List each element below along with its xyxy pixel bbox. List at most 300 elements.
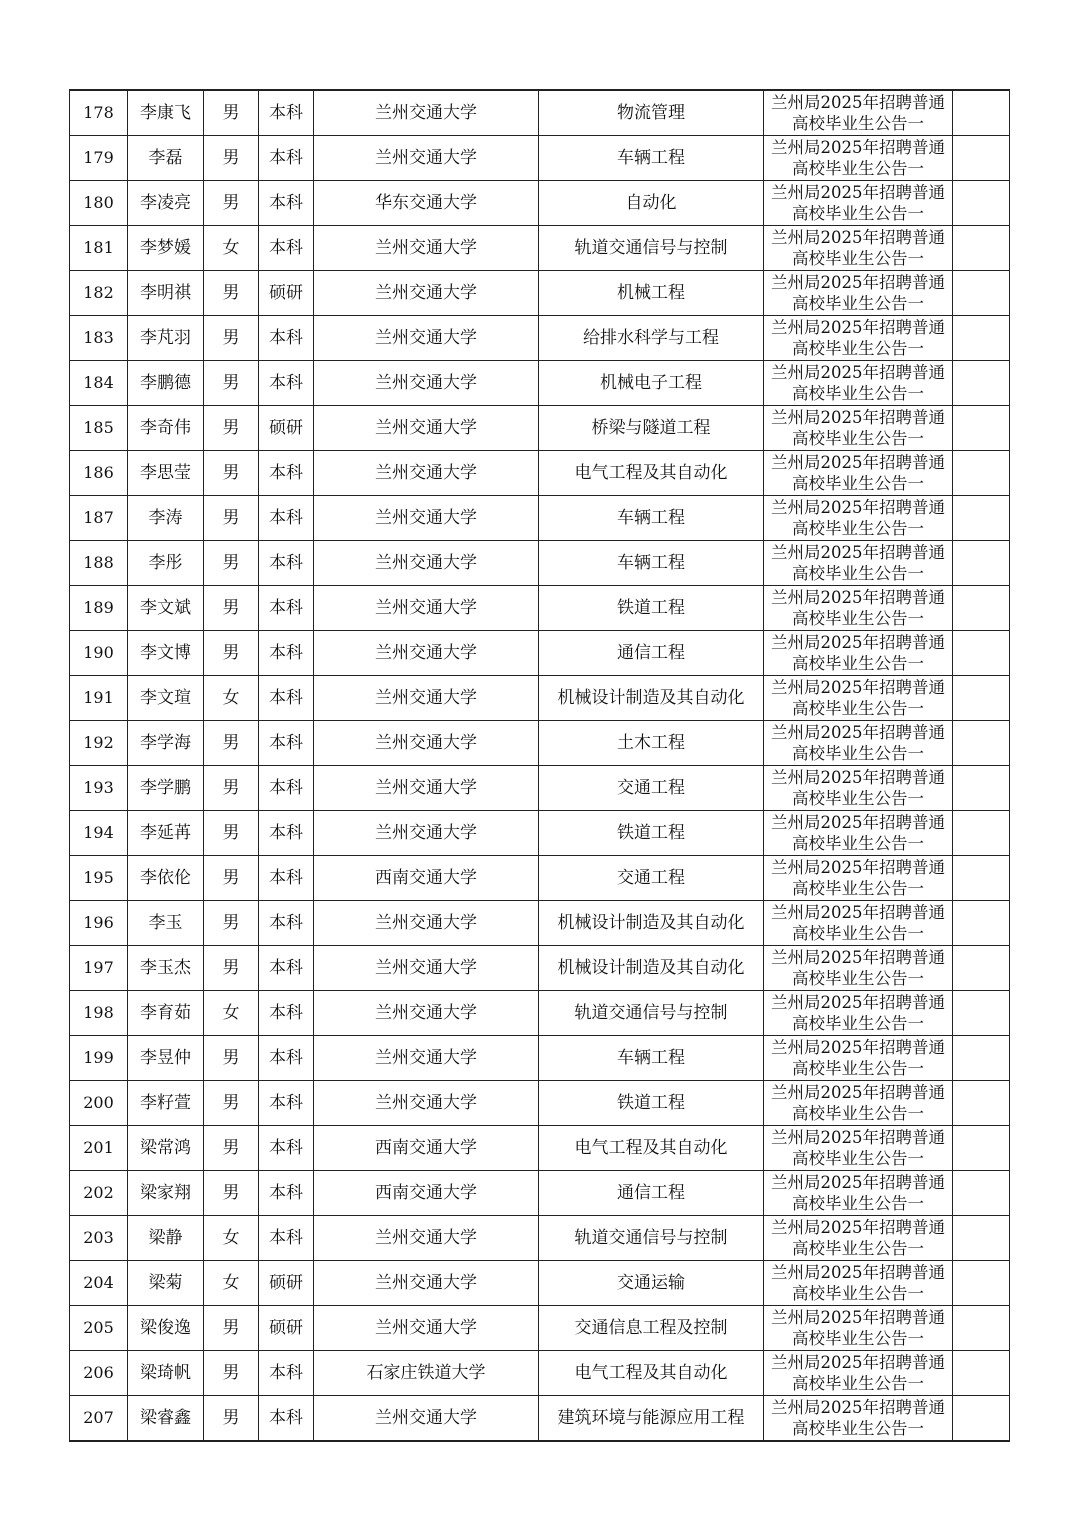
major-cell: 车辆工程 bbox=[539, 136, 764, 181]
row-number: 206 bbox=[70, 1351, 128, 1396]
announcement-line-2: 高校毕业生公告一 bbox=[792, 924, 924, 943]
announcement-line-1: 兰州局2025年招聘普通 bbox=[771, 633, 945, 652]
row-number: 202 bbox=[70, 1171, 128, 1216]
table-row bbox=[70, 1216, 1010, 1261]
school-cell: 兰州交通大学 bbox=[314, 90, 539, 136]
announcement-line-2: 高校毕业生公告一 bbox=[792, 1059, 924, 1078]
remarks-cell bbox=[953, 586, 1010, 631]
announcement-line-1: 兰州局2025年招聘普通 bbox=[771, 498, 945, 517]
announcement-cell bbox=[764, 1396, 953, 1442]
announcement-cell bbox=[764, 1171, 953, 1216]
major-cell: 铁道工程 bbox=[539, 586, 764, 631]
major-cell: 车辆工程 bbox=[539, 541, 764, 586]
row-number: 180 bbox=[70, 181, 128, 226]
degree-cell: 本科 bbox=[259, 811, 314, 856]
major-cell: 桥梁与隧道工程 bbox=[539, 406, 764, 451]
major-cell: 机械设计制造及其自动化 bbox=[539, 901, 764, 946]
announcement-cell bbox=[764, 271, 953, 316]
announcement-line-2: 高校毕业生公告一 bbox=[792, 519, 924, 538]
degree-cell: 本科 bbox=[259, 1216, 314, 1261]
row-number: 194 bbox=[70, 811, 128, 856]
remarks-cell bbox=[953, 361, 1010, 406]
announcement-cell bbox=[764, 541, 953, 586]
announcement-line-2: 高校毕业生公告一 bbox=[792, 834, 924, 853]
person-name: 李磊 bbox=[128, 136, 204, 181]
person-name: 李凌亮 bbox=[128, 181, 204, 226]
remarks-cell bbox=[953, 1126, 1010, 1171]
announcement-line-2: 高校毕业生公告一 bbox=[792, 699, 924, 718]
announcement-cell bbox=[764, 451, 953, 496]
table-row bbox=[70, 361, 1010, 406]
announcement-cell bbox=[764, 406, 953, 451]
remarks-cell bbox=[953, 901, 1010, 946]
table-row bbox=[70, 1396, 1010, 1442]
announcement-cell bbox=[764, 766, 953, 811]
gender-cell: 女 bbox=[204, 1261, 259, 1306]
gender-cell: 男 bbox=[204, 1171, 259, 1216]
major-cell: 机械工程 bbox=[539, 271, 764, 316]
person-name: 梁常鸿 bbox=[128, 1126, 204, 1171]
announcement-cell bbox=[764, 181, 953, 226]
row-number: 192 bbox=[70, 721, 128, 766]
remarks-cell bbox=[953, 271, 1010, 316]
announcement-cell bbox=[764, 856, 953, 901]
remarks-cell bbox=[953, 316, 1010, 361]
degree-cell: 硕研 bbox=[259, 1306, 314, 1351]
table-row bbox=[70, 1126, 1010, 1171]
school-cell: 兰州交通大学 bbox=[314, 1261, 539, 1306]
school-cell: 兰州交通大学 bbox=[314, 451, 539, 496]
remarks-cell bbox=[953, 406, 1010, 451]
row-number: 178 bbox=[70, 90, 128, 136]
person-name: 李学鹏 bbox=[128, 766, 204, 811]
row-number: 187 bbox=[70, 496, 128, 541]
announcement-line-1: 兰州局2025年招聘普通 bbox=[771, 1398, 945, 1417]
announcement-line-2: 高校毕业生公告一 bbox=[792, 249, 924, 268]
announcement-line-2: 高校毕业生公告一 bbox=[792, 1419, 924, 1438]
table-row bbox=[70, 271, 1010, 316]
row-number: 188 bbox=[70, 541, 128, 586]
announcement-line-2: 高校毕业生公告一 bbox=[792, 1239, 924, 1258]
school-cell: 兰州交通大学 bbox=[314, 496, 539, 541]
degree-cell: 本科 bbox=[259, 991, 314, 1036]
remarks-cell bbox=[953, 676, 1010, 721]
announcement-cell bbox=[764, 1306, 953, 1351]
person-name: 梁家翔 bbox=[128, 1171, 204, 1216]
major-cell: 车辆工程 bbox=[539, 496, 764, 541]
announcement-line-1: 兰州局2025年招聘普通 bbox=[771, 363, 945, 382]
announcement-cell bbox=[764, 361, 953, 406]
remarks-cell bbox=[953, 631, 1010, 676]
person-name: 李依伦 bbox=[128, 856, 204, 901]
row-number: 207 bbox=[70, 1396, 128, 1442]
school-cell: 兰州交通大学 bbox=[314, 541, 539, 586]
degree-cell: 本科 bbox=[259, 316, 314, 361]
announcement-line-1: 兰州局2025年招聘普通 bbox=[771, 723, 945, 742]
gender-cell: 男 bbox=[204, 721, 259, 766]
degree-cell: 本科 bbox=[259, 136, 314, 181]
announcement-line-1: 兰州局2025年招聘普通 bbox=[771, 228, 945, 247]
remarks-cell bbox=[953, 451, 1010, 496]
major-cell: 车辆工程 bbox=[539, 1036, 764, 1081]
gender-cell: 男 bbox=[204, 90, 259, 136]
major-cell: 自动化 bbox=[539, 181, 764, 226]
degree-cell: 本科 bbox=[259, 1126, 314, 1171]
gender-cell: 男 bbox=[204, 901, 259, 946]
announcement-line-1: 兰州局2025年招聘普通 bbox=[771, 1038, 945, 1057]
announcement-cell bbox=[764, 1216, 953, 1261]
person-name: 梁菊 bbox=[128, 1261, 204, 1306]
degree-cell: 本科 bbox=[259, 451, 314, 496]
person-name: 李彤 bbox=[128, 541, 204, 586]
table-row bbox=[70, 901, 1010, 946]
announcement-cell bbox=[764, 946, 953, 991]
remarks-cell bbox=[953, 1036, 1010, 1081]
table-row bbox=[70, 1036, 1010, 1081]
major-cell: 交通工程 bbox=[539, 856, 764, 901]
school-cell: 华东交通大学 bbox=[314, 181, 539, 226]
remarks-cell bbox=[953, 136, 1010, 181]
school-cell: 兰州交通大学 bbox=[314, 631, 539, 676]
person-name: 李延苒 bbox=[128, 811, 204, 856]
remarks-cell bbox=[953, 226, 1010, 271]
row-number: 196 bbox=[70, 901, 128, 946]
degree-cell: 本科 bbox=[259, 676, 314, 721]
announcement-line-1: 兰州局2025年招聘普通 bbox=[771, 408, 945, 427]
person-name: 梁睿鑫 bbox=[128, 1396, 204, 1442]
school-cell: 兰州交通大学 bbox=[314, 811, 539, 856]
row-number: 198 bbox=[70, 991, 128, 1036]
school-cell: 兰州交通大学 bbox=[314, 136, 539, 181]
major-cell: 机械电子工程 bbox=[539, 361, 764, 406]
table-row bbox=[70, 1306, 1010, 1351]
table-row bbox=[70, 631, 1010, 676]
remarks-cell bbox=[953, 181, 1010, 226]
school-cell: 兰州交通大学 bbox=[314, 676, 539, 721]
row-number: 179 bbox=[70, 136, 128, 181]
school-cell: 西南交通大学 bbox=[314, 1126, 539, 1171]
remarks-cell bbox=[953, 946, 1010, 991]
row-number: 200 bbox=[70, 1081, 128, 1126]
announcement-line-2: 高校毕业生公告一 bbox=[792, 654, 924, 673]
announcement-line-2: 高校毕业生公告一 bbox=[792, 609, 924, 628]
announcement-line-2: 高校毕业生公告一 bbox=[792, 1149, 924, 1168]
person-name: 梁静 bbox=[128, 1216, 204, 1261]
announcement-line-2: 高校毕业生公告一 bbox=[792, 339, 924, 358]
remarks-cell bbox=[953, 1396, 1010, 1442]
row-number: 191 bbox=[70, 676, 128, 721]
gender-cell: 女 bbox=[204, 991, 259, 1036]
school-cell: 兰州交通大学 bbox=[314, 1036, 539, 1081]
degree-cell: 本科 bbox=[259, 226, 314, 271]
gender-cell: 男 bbox=[204, 271, 259, 316]
major-cell: 电气工程及其自动化 bbox=[539, 451, 764, 496]
person-name: 梁俊逸 bbox=[128, 1306, 204, 1351]
gender-cell: 男 bbox=[204, 1351, 259, 1396]
school-cell: 兰州交通大学 bbox=[314, 721, 539, 766]
gender-cell: 男 bbox=[204, 1036, 259, 1081]
announcement-line-1: 兰州局2025年招聘普通 bbox=[771, 1353, 945, 1372]
person-name: 李昱仲 bbox=[128, 1036, 204, 1081]
school-cell: 兰州交通大学 bbox=[314, 271, 539, 316]
table-row bbox=[70, 676, 1010, 721]
row-number: 193 bbox=[70, 766, 128, 811]
table-row bbox=[70, 181, 1010, 226]
person-name: 李康飞 bbox=[128, 90, 204, 136]
announcement-cell bbox=[764, 1261, 953, 1306]
degree-cell: 本科 bbox=[259, 856, 314, 901]
announcement-line-2: 高校毕业生公告一 bbox=[792, 1374, 924, 1393]
major-cell: 铁道工程 bbox=[539, 1081, 764, 1126]
major-cell: 机械设计制造及其自动化 bbox=[539, 676, 764, 721]
degree-cell: 本科 bbox=[259, 586, 314, 631]
remarks-cell bbox=[953, 1306, 1010, 1351]
gender-cell: 男 bbox=[204, 1081, 259, 1126]
announcement-line-2: 高校毕业生公告一 bbox=[792, 474, 924, 493]
announcement-cell bbox=[764, 721, 953, 766]
row-number: 183 bbox=[70, 316, 128, 361]
roster-table bbox=[69, 89, 1010, 1442]
major-cell: 通信工程 bbox=[539, 631, 764, 676]
row-number: 204 bbox=[70, 1261, 128, 1306]
school-cell: 兰州交通大学 bbox=[314, 406, 539, 451]
gender-cell: 男 bbox=[204, 856, 259, 901]
announcement-line-1: 兰州局2025年招聘普通 bbox=[771, 1083, 945, 1102]
announcement-cell bbox=[764, 811, 953, 856]
gender-cell: 男 bbox=[204, 811, 259, 856]
table-row bbox=[70, 541, 1010, 586]
school-cell: 兰州交通大学 bbox=[314, 946, 539, 991]
major-cell: 物流管理 bbox=[539, 90, 764, 136]
announcement-line-2: 高校毕业生公告一 bbox=[792, 969, 924, 988]
announcement-line-2: 高校毕业生公告一 bbox=[792, 564, 924, 583]
person-name: 李涛 bbox=[128, 496, 204, 541]
table-row bbox=[70, 1261, 1010, 1306]
table-row bbox=[70, 721, 1010, 766]
person-name: 李文博 bbox=[128, 631, 204, 676]
degree-cell: 本科 bbox=[259, 1351, 314, 1396]
gender-cell: 男 bbox=[204, 541, 259, 586]
school-cell: 兰州交通大学 bbox=[314, 1081, 539, 1126]
table-row bbox=[70, 406, 1010, 451]
person-name: 李鹏德 bbox=[128, 361, 204, 406]
announcement-cell bbox=[764, 136, 953, 181]
row-number: 182 bbox=[70, 271, 128, 316]
degree-cell: 本科 bbox=[259, 496, 314, 541]
remarks-cell bbox=[953, 766, 1010, 811]
person-name: 李明祺 bbox=[128, 271, 204, 316]
table-row bbox=[70, 1081, 1010, 1126]
announcement-line-2: 高校毕业生公告一 bbox=[792, 879, 924, 898]
remarks-cell bbox=[953, 721, 1010, 766]
table-row bbox=[70, 1171, 1010, 1216]
major-cell: 通信工程 bbox=[539, 1171, 764, 1216]
row-number: 186 bbox=[70, 451, 128, 496]
announcement-line-1: 兰州局2025年招聘普通 bbox=[771, 903, 945, 922]
announcement-cell bbox=[764, 90, 953, 136]
announcement-line-2: 高校毕业生公告一 bbox=[792, 744, 924, 763]
gender-cell: 女 bbox=[204, 1216, 259, 1261]
person-name: 李玉 bbox=[128, 901, 204, 946]
degree-cell: 本科 bbox=[259, 631, 314, 676]
row-number: 189 bbox=[70, 586, 128, 631]
degree-cell: 本科 bbox=[259, 1081, 314, 1126]
degree-cell: 本科 bbox=[259, 901, 314, 946]
gender-cell: 男 bbox=[204, 1126, 259, 1171]
table-row bbox=[70, 766, 1010, 811]
announcement-line-1: 兰州局2025年招聘普通 bbox=[771, 768, 945, 787]
person-name: 李玉杰 bbox=[128, 946, 204, 991]
person-name: 李学海 bbox=[128, 721, 204, 766]
person-name: 梁琦帆 bbox=[128, 1351, 204, 1396]
announcement-cell bbox=[764, 496, 953, 541]
roster-body bbox=[70, 90, 1010, 1441]
announcement-cell bbox=[764, 316, 953, 361]
degree-cell: 本科 bbox=[259, 541, 314, 586]
table-row bbox=[70, 811, 1010, 856]
announcement-line-2: 高校毕业生公告一 bbox=[792, 384, 924, 403]
table-row bbox=[70, 136, 1010, 181]
major-cell: 交通信息工程及控制 bbox=[539, 1306, 764, 1351]
degree-cell: 硕研 bbox=[259, 406, 314, 451]
school-cell: 兰州交通大学 bbox=[314, 1216, 539, 1261]
row-number: 205 bbox=[70, 1306, 128, 1351]
degree-cell: 本科 bbox=[259, 1396, 314, 1442]
announcement-line-1: 兰州局2025年招聘普通 bbox=[771, 1173, 945, 1192]
major-cell: 交通运输 bbox=[539, 1261, 764, 1306]
announcement-cell bbox=[764, 586, 953, 631]
gender-cell: 男 bbox=[204, 1306, 259, 1351]
person-name: 李籽萱 bbox=[128, 1081, 204, 1126]
school-cell: 兰州交通大学 bbox=[314, 991, 539, 1036]
degree-cell: 本科 bbox=[259, 181, 314, 226]
row-number: 203 bbox=[70, 1216, 128, 1261]
person-name: 李育茹 bbox=[128, 991, 204, 1036]
person-name: 李文斌 bbox=[128, 586, 204, 631]
row-number: 184 bbox=[70, 361, 128, 406]
announcement-line-1: 兰州局2025年招聘普通 bbox=[771, 588, 945, 607]
major-cell: 轨道交通信号与控制 bbox=[539, 226, 764, 271]
announcement-line-1: 兰州局2025年招聘普通 bbox=[771, 948, 945, 967]
major-cell: 轨道交通信号与控制 bbox=[539, 1216, 764, 1261]
table-row bbox=[70, 226, 1010, 271]
row-number: 181 bbox=[70, 226, 128, 271]
announcement-line-2: 高校毕业生公告一 bbox=[792, 1014, 924, 1033]
major-cell: 交通工程 bbox=[539, 766, 764, 811]
announcement-line-1: 兰州局2025年招聘普通 bbox=[771, 273, 945, 292]
announcement-line-1: 兰州局2025年招聘普通 bbox=[771, 1218, 945, 1237]
announcement-cell bbox=[764, 631, 953, 676]
major-cell: 铁道工程 bbox=[539, 811, 764, 856]
remarks-cell bbox=[953, 1081, 1010, 1126]
person-name: 李梦媛 bbox=[128, 226, 204, 271]
gender-cell: 男 bbox=[204, 766, 259, 811]
degree-cell: 硕研 bbox=[259, 1261, 314, 1306]
gender-cell: 男 bbox=[204, 946, 259, 991]
announcement-cell bbox=[764, 676, 953, 721]
remarks-cell bbox=[953, 1216, 1010, 1261]
remarks-cell bbox=[953, 90, 1010, 136]
gender-cell: 女 bbox=[204, 676, 259, 721]
announcement-line-1: 兰州局2025年招聘普通 bbox=[771, 858, 945, 877]
announcement-cell bbox=[764, 1036, 953, 1081]
degree-cell: 本科 bbox=[259, 90, 314, 136]
announcement-line-2: 高校毕业生公告一 bbox=[792, 1194, 924, 1213]
degree-cell: 本科 bbox=[259, 766, 314, 811]
person-name: 李思莹 bbox=[128, 451, 204, 496]
person-name: 李文瑄 bbox=[128, 676, 204, 721]
major-cell: 轨道交通信号与控制 bbox=[539, 991, 764, 1036]
row-number: 185 bbox=[70, 406, 128, 451]
gender-cell: 男 bbox=[204, 406, 259, 451]
announcement-line-2: 高校毕业生公告一 bbox=[792, 1284, 924, 1303]
major-cell: 电气工程及其自动化 bbox=[539, 1351, 764, 1396]
remarks-cell bbox=[953, 541, 1010, 586]
announcement-line-2: 高校毕业生公告一 bbox=[792, 429, 924, 448]
remarks-cell bbox=[953, 1351, 1010, 1396]
school-cell: 兰州交通大学 bbox=[314, 1396, 539, 1442]
major-cell: 机械设计制造及其自动化 bbox=[539, 946, 764, 991]
gender-cell: 男 bbox=[204, 316, 259, 361]
table-row bbox=[70, 991, 1010, 1036]
row-number: 190 bbox=[70, 631, 128, 676]
announcement-line-2: 高校毕业生公告一 bbox=[792, 204, 924, 223]
announcement-line-1: 兰州局2025年招聘普通 bbox=[771, 813, 945, 832]
gender-cell: 男 bbox=[204, 361, 259, 406]
remarks-cell bbox=[953, 811, 1010, 856]
school-cell: 兰州交通大学 bbox=[314, 226, 539, 271]
announcement-line-2: 高校毕业生公告一 bbox=[792, 294, 924, 313]
gender-cell: 女 bbox=[204, 226, 259, 271]
table-row bbox=[70, 586, 1010, 631]
degree-cell: 本科 bbox=[259, 946, 314, 991]
gender-cell: 男 bbox=[204, 1396, 259, 1442]
announcement-line-1: 兰州局2025年招聘普通 bbox=[771, 1128, 945, 1147]
gender-cell: 男 bbox=[204, 496, 259, 541]
table-row bbox=[70, 451, 1010, 496]
announcement-line-1: 兰州局2025年招聘普通 bbox=[771, 138, 945, 157]
row-number: 197 bbox=[70, 946, 128, 991]
announcement-line-2: 高校毕业生公告一 bbox=[792, 159, 924, 178]
school-cell: 兰州交通大学 bbox=[314, 1306, 539, 1351]
announcement-line-1: 兰州局2025年招聘普通 bbox=[771, 93, 945, 112]
remarks-cell bbox=[953, 1171, 1010, 1216]
table-row bbox=[70, 856, 1010, 901]
announcement-cell bbox=[764, 901, 953, 946]
school-cell: 西南交通大学 bbox=[314, 1171, 539, 1216]
person-name: 李奇伟 bbox=[128, 406, 204, 451]
degree-cell: 本科 bbox=[259, 721, 314, 766]
degree-cell: 硕研 bbox=[259, 271, 314, 316]
announcement-line-1: 兰州局2025年招聘普通 bbox=[771, 543, 945, 562]
major-cell: 给排水科学与工程 bbox=[539, 316, 764, 361]
gender-cell: 男 bbox=[204, 136, 259, 181]
announcement-line-1: 兰州局2025年招聘普通 bbox=[771, 453, 945, 472]
announcement-line-1: 兰州局2025年招聘普通 bbox=[771, 318, 945, 337]
announcement-line-1: 兰州局2025年招聘普通 bbox=[771, 993, 945, 1012]
announcement-line-1: 兰州局2025年招聘普通 bbox=[771, 1263, 945, 1282]
table-row bbox=[70, 316, 1010, 361]
table-row bbox=[70, 1351, 1010, 1396]
row-number: 195 bbox=[70, 856, 128, 901]
table-row bbox=[70, 496, 1010, 541]
school-cell: 兰州交通大学 bbox=[314, 586, 539, 631]
announcement-line-2: 高校毕业生公告一 bbox=[792, 1104, 924, 1123]
announcement-line-2: 高校毕业生公告一 bbox=[792, 1329, 924, 1348]
remarks-cell bbox=[953, 991, 1010, 1036]
announcement-cell bbox=[764, 1351, 953, 1396]
remarks-cell bbox=[953, 496, 1010, 541]
